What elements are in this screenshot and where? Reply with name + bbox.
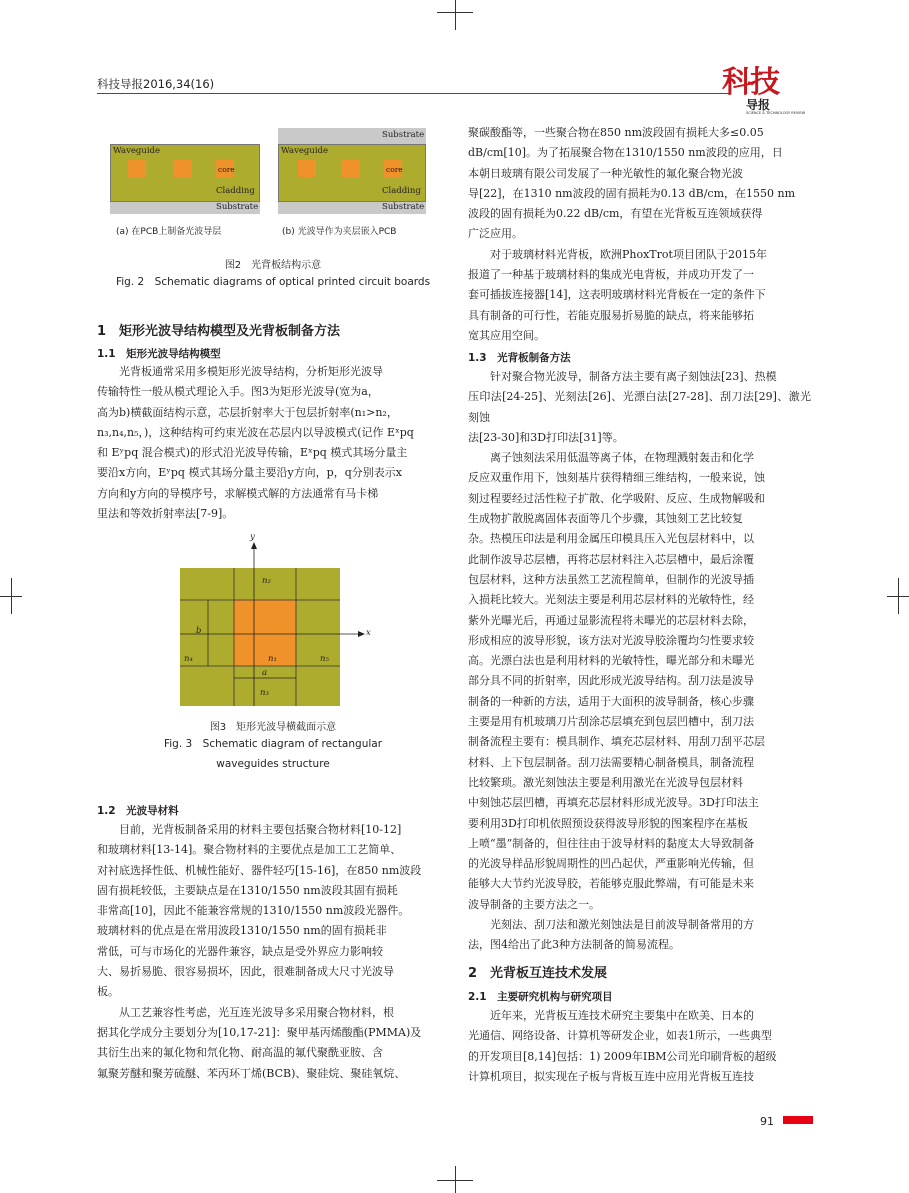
- s11-line-7: 方向和y方向的导模序号，求解模式解的方法通常有马卡梯: [97, 486, 379, 500]
- fig3-label-x: x: [366, 628, 371, 638]
- s11-line-3: 高为b)横截面结构示意，芯层折射率大于包层折射率(n₁>n₂，: [97, 405, 398, 419]
- fig2b-label-cladding: Cladding: [382, 186, 421, 196]
- section21-title: 2.1 主要研究机构与研究项目: [468, 991, 613, 1003]
- rb-line-12: 紫外光曝光后，再通过显影流程将未曝光的芯层材料去除，: [468, 613, 754, 627]
- ra-line-2: dB/cm[10]。为了拓展聚合物在1310/1550 nm波段的应用，日: [468, 146, 783, 160]
- right-col-part-b: [468, 367, 811, 956]
- ra-line-3: 本朝日玻璃有限公司发展了一种光敏性的氟化聚合物光波: [468, 166, 743, 180]
- fig2b-core-1: [298, 160, 316, 177]
- fig2a-label-cladding: Cladding: [216, 186, 255, 196]
- s11-line-5: 和 Eʸpq 混合模式)的形式沿光波导传输，Eˣpq 模式其场分量主: [97, 446, 408, 460]
- rb-line-8: 杂。热模压印法是利用金属压印模具压入光包层材料中，以: [468, 532, 754, 546]
- rb-line-25: 能够大大节约光波导胶，若能够克服此弊端，有可能是未来: [468, 877, 754, 891]
- rc-line-1: 近年来，光背板互连技术研究主要集中在欧美、日本的: [490, 1009, 754, 1022]
- fig3-y-arrow: [251, 542, 257, 549]
- rc-line-2: 光通信、网络设备、计算机等研发企业，如表1所示，一些典型: [468, 1029, 772, 1043]
- rc-line-3: 的开发项目[8,14]包括：1) 2009年IBM公司光印刷背板的超级: [468, 1049, 777, 1063]
- s11-line-4: n₃,n₄,n₅，)，这种结构可约束光波在芯层内以导波模式(记作 Eˣpq: [97, 425, 414, 439]
- ra-line-8: 报道了一种基于玻璃材料的集成光电背板，并成功开发了一: [468, 268, 754, 282]
- rb-line-22: 要利用3D打印机依照预设获得波导形貌的图案程序在基板: [468, 816, 748, 830]
- s12-line-11: 据其化学成分主要划分为[10,17-21]：聚甲基丙烯酸酯(PMMA)及: [97, 1025, 422, 1039]
- fig2-caption-cn: 图2 光背板结构示意: [224, 260, 322, 271]
- fig2b-label-substrate-bottom: Substrate: [382, 202, 425, 212]
- fig3-caption-en-2: waveguides structure: [216, 758, 330, 770]
- right-col-part-c: [468, 1006, 811, 1087]
- s12-line-2: 和玻璃材料[13-14]。聚合物材料的主要优点是加工工艺简单、: [97, 843, 402, 857]
- ra-line-4: 导[22]，在1310 nm波段的固有损耗为0.13 dB/cm，在1550 nm: [468, 186, 796, 200]
- fig2a-label-substrate: Substrate: [216, 202, 259, 212]
- section1-title: 1 矩形光波导结构模型及光背板制备方法: [97, 324, 341, 339]
- fig3-caption-en-1: Fig. 3 Schematic diagram of rectangular: [163, 738, 383, 750]
- fig3-label-n4: n₄: [184, 654, 193, 664]
- rb-line-11: 入损耗比较大。光刻法主要是利用芯层材料的光敏特性，经: [468, 593, 754, 607]
- s11-line-1: 光背板通常采用多模矩形光波导结构，分析矩形光波导: [119, 365, 383, 378]
- section2-title: 2 光背板互连技术发展: [468, 966, 608, 981]
- fig3-label-n1: n₁: [268, 654, 277, 664]
- fig3-label-n3: n₃: [260, 688, 269, 698]
- fig3-diagram: [170, 532, 380, 708]
- rb-line-5: 反应双重作用下，蚀刻基片获得精细三维结构，一般来说，蚀: [468, 471, 765, 485]
- s12-line-6: 玻璃材料的优点是在常用波段1310/1550 nm的固有损耗非: [97, 924, 387, 938]
- s12-line-7: 常低，可与市场化的光器件兼容，缺点是受外界应力影响较: [97, 944, 383, 958]
- rc-line-4: 计算机项目，拟实现在子板与背板互连中应用光背板互连技: [468, 1069, 754, 1083]
- rb-line-2: 压印法[24-25]、光刻法[26]、光漂白法[27-28]、刮刀法[29]、激光刻蚀: [468, 390, 811, 424]
- header-rule: [97, 93, 729, 94]
- rb-line-16: 制备的一种新的方法，适用于大面积的波导制备，核心步骤: [468, 694, 754, 708]
- s11-line-8: 里法和等效折射率法[7-9]。: [97, 507, 234, 521]
- fig3-x-arrow: [358, 631, 365, 637]
- section13-title: 1.3 光背板制备方法: [468, 352, 571, 364]
- rb-line-27: 光刻法、刮刀法和激光刻蚀法是目前波导制备常用的方: [490, 918, 754, 932]
- s12-line-3: 对衬底选择性低、机械性能好、器件轻巧[15-16]，在850 nm波段: [97, 863, 422, 877]
- ra-line-5: 波段的固有损耗为0.22 dB/cm，有望在光背板互连领域获得: [468, 207, 763, 221]
- fig3-svg: [170, 538, 380, 708]
- fig3-label-y: y: [250, 532, 255, 542]
- fig3-label-n2: n₂: [262, 576, 271, 586]
- section12-title: 1.2 光波导材料: [97, 805, 179, 817]
- crop-mark-bottom-v: [455, 1166, 456, 1193]
- rb-line-4: 离子蚀刻法采用低温等离子体，在物理溅射轰击和化学: [490, 451, 754, 465]
- logo-main-text: 科技: [722, 65, 778, 100]
- rb-line-20: 比较繁琐。激光刻蚀法主要是利用激光在光波导包层材料: [468, 775, 743, 789]
- logo-english-text: SCIENCE & TECHNOLOGY REVIEW: [746, 111, 806, 115]
- s12-line-8: 大、易折易脆、很容易损坏，因此，很难制备成大尺寸光波导: [97, 965, 394, 979]
- crop-mark-left-v: [11, 578, 12, 614]
- rb-line-21: 中刻蚀芯层凹槽，再填充芯层材料形成光波导。3D打印法主: [468, 796, 759, 810]
- fig2-caption-en: Fig. 2 Schematic diagrams of optical printed circuit boards: [115, 276, 431, 288]
- fig3-label-a: a: [262, 668, 268, 678]
- rb-line-17: 主要是用有机玻璃刀片刮涂芯层填充到包层凹槽中，刮刀法: [468, 715, 754, 729]
- section11-title: 1.1 矩形光波导结构模型: [97, 348, 221, 360]
- section12-body: [97, 820, 442, 1084]
- rb-line-1: 针对聚合物光波导，制备方法主要有离子刻蚀法[23]、热模: [490, 370, 777, 383]
- page-number-bar: [783, 1116, 813, 1124]
- right-col-part-a: [468, 123, 811, 346]
- s11-line-2: 传输特性一般从模式理论入手。图3为矩形光波导(宽为a，: [97, 385, 379, 399]
- logo-sub-text: 导报: [746, 98, 771, 112]
- fig2a-core-2: [174, 160, 192, 177]
- s12-line-12: 其衍生出来的氟化物和氘化物、耐高温的氟代聚酰亚胺、含: [97, 1046, 383, 1060]
- ra-line-7: 对于玻璃材料光背板，欧洲PhoxTrot项目团队于2015年: [490, 247, 767, 261]
- crop-mark-top-v: [455, 0, 456, 30]
- rb-line-14: 高。光漂白法也是利用材料的光敏特性，曝光部分和未曝光: [468, 654, 754, 668]
- journal-logo: [722, 66, 814, 114]
- fig2b-core-2: [342, 160, 360, 177]
- rb-line-6: 刻过程要经过活性粒子扩散、化学吸附、反应、生成物解吸和: [468, 491, 765, 505]
- rb-line-9: 此制作波导芯层槽，再将芯层材料注入芯层槽中，最后涂覆: [468, 552, 754, 566]
- s12-line-1: 目前，光背板制备采用的材料主要包括聚合物材料[10-12]: [119, 823, 402, 836]
- ra-line-6: 广泛应用。: [468, 227, 523, 241]
- rb-line-15: 部分具不同的折射率，因此形成光波导结构。刮刀法是波导: [468, 674, 754, 688]
- rb-line-23: 上喷“墨”制备的，但往往由于波导材料的黏度太大导致制备: [468, 836, 755, 850]
- fig2b-label-substrate-top: Substrate: [382, 130, 425, 140]
- fig3-label-b: b: [196, 626, 202, 636]
- rb-line-7: 生成物扩散脱离固体表面等几个步骤，其蚀刻工艺比较复: [468, 512, 743, 526]
- rb-line-13: 形成相应的波导形貌，该方法对光波导胶涂覆均匀性要求较: [468, 633, 754, 647]
- crop-mark-right-v: [898, 578, 899, 614]
- rb-line-3: 法[23-30]和3D打印法[31]等。: [468, 430, 624, 444]
- fig3-core: [234, 600, 296, 666]
- fig2a-caption: (a) 在PCB上制备光波导层: [116, 227, 222, 237]
- ra-line-1: 聚碳酸酯等，一些聚合物在850 nm波段固有损耗大多≤0.05: [468, 126, 764, 139]
- s12-line-4: 固有损耗较低，主要缺点是在1310/1550 nm波段其固有损耗: [97, 883, 398, 897]
- fig2-panel-b: [278, 128, 426, 214]
- fig2-panel-a: [110, 128, 260, 214]
- journal-info: 科技导报2016,34(16): [97, 77, 215, 91]
- rb-line-24: 的光波导样品形貌周期性的凹凸起伏，严重影响光传输，但: [468, 857, 754, 871]
- rb-line-18: 制备流程主要有：模具制作、填充芯层材料、用刮刀刮平芯层: [468, 735, 765, 749]
- section11-body: [97, 362, 442, 524]
- fig2b-label-core: core: [386, 165, 403, 174]
- fig2a-core-1: [128, 160, 146, 177]
- page-number: 91: [760, 1115, 774, 1128]
- s11-line-6: 要沿x方向，Eʸpq 模式其场分量主要沿y方向，p，q分别表示x: [97, 466, 402, 480]
- s12-line-5: 非常高[10]，因此不能兼容常规的1310/1550 nm波段光器件。: [97, 904, 410, 918]
- fig2a-label-waveguide: Waveguide: [113, 146, 161, 156]
- s12-line-13: 氟聚芳醚和聚芳硫醚、苯丙环丁烯(BCB)、聚硅烷、聚硅氧烷、: [97, 1066, 406, 1080]
- fig3-caption-cn: 图3 矩形光波导横截面示意: [209, 722, 337, 733]
- rb-line-19: 材料、上下包层制备。刮刀法需要精心制备模具，制备流程: [468, 755, 754, 769]
- rb-line-28: 法，图4给出了此3种方法制备的简易流程。: [468, 938, 680, 952]
- fig2b-caption: (b) 光波导作为夹层嵌入PCB: [282, 227, 397, 237]
- fig3-label-n5: n₅: [320, 654, 329, 664]
- rb-line-10: 包层材料，这种方法虽然工艺流程简单，但制作的光波导插: [468, 572, 754, 586]
- s12-line-9: 板。: [97, 985, 119, 999]
- s12-line-10: 从工艺兼容性考虑，光互连光波导多采用聚合物材料，根: [119, 1005, 394, 1019]
- fig2b-label-waveguide: Waveguide: [281, 146, 329, 156]
- ra-line-9: 套可插拔连接器[14]，这表明玻璃材料光背板在一定的条件下: [468, 288, 766, 302]
- rb-line-26: 波导制备的主要方法之一。: [468, 897, 600, 911]
- ra-line-11: 宽其应用空间。: [468, 328, 545, 342]
- fig2a-label-core: core: [218, 165, 235, 174]
- ra-line-10: 具有制备的可行性，若能克服易折易脆的缺点，将来能够拓: [468, 308, 754, 322]
